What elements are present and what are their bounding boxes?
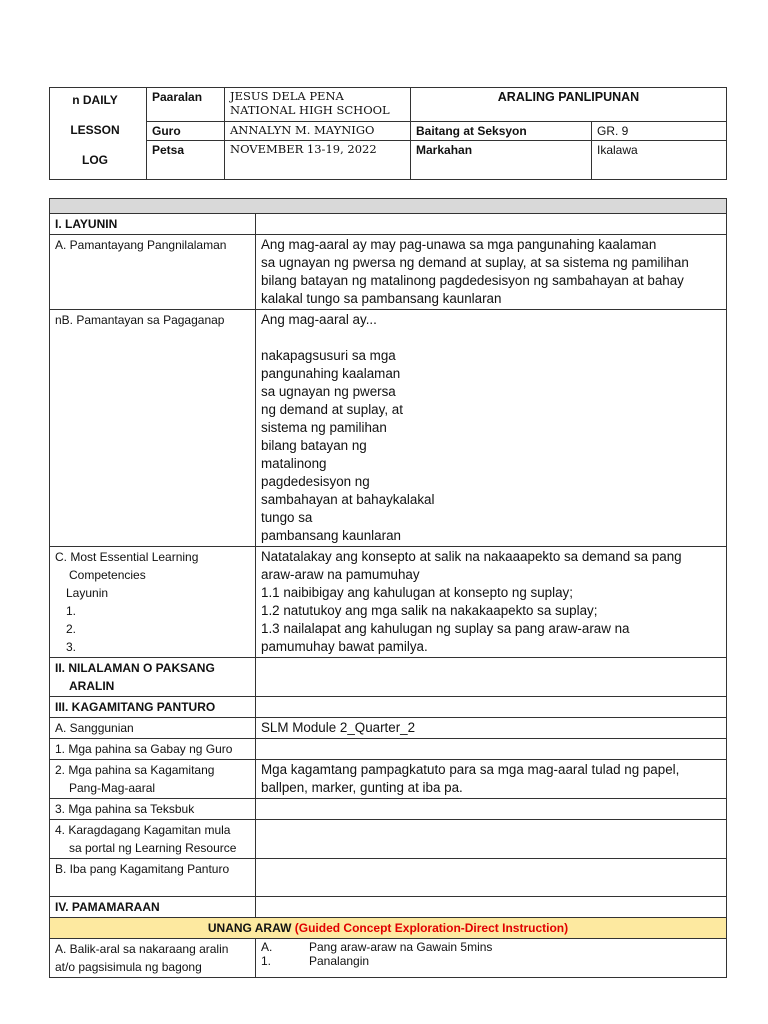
gabay-guro-label: 1. Mga pahina sa Gabay ng Guro — [50, 739, 256, 760]
paaralan-value: JESUS DELA PENA NATIONAL HIGH SCHOOL — [225, 88, 411, 122]
text-line: ARALIN — [69, 679, 115, 693]
item-text: Panalangin — [309, 954, 370, 968]
item-marker: A. — [261, 940, 273, 954]
text-line: Natatalakay ang konsepto at salik na nakaaapekto sa demand sa pang — [261, 549, 682, 564]
pamantayang-pangnilalaman-label: A. Pamantayang Pangnilalaman — [50, 235, 256, 310]
text-line: matalinong — [261, 456, 327, 471]
text-line: pagdedesisyon ng — [261, 474, 370, 489]
pamamaraan-heading: IV. PAMAMARAAN — [50, 897, 256, 918]
unang-araw-subtitle: (Guided Concept Exploration-Direct Instruction) — [294, 921, 569, 935]
header-table — [49, 87, 727, 180]
pamantayan-pagaganap-value — [256, 310, 727, 547]
title-line-1: n DAILY — [72, 93, 118, 107]
text-line: Layunin — [66, 586, 109, 600]
karagdagang-label — [50, 820, 256, 859]
text-line: Ang mag-aaral ay... — [261, 312, 377, 327]
text-line: II. NILALAMAN O PAKSANG — [55, 661, 215, 675]
markahan-value: Ikalawa — [592, 141, 727, 180]
text-line: pamumuhay bawat pamilya. — [261, 639, 428, 654]
text-line: Mga kagamtang pampagkatuto para sa mga mag-aaral tulad ng papel, — [261, 762, 680, 777]
unang-araw-banner — [50, 918, 727, 939]
teksbuk-label: 3. Mga pahina sa Teksbuk — [50, 799, 256, 820]
item-text: Pang araw-araw na Gawain 5mins — [309, 940, 493, 954]
text-line: 1.2 natutukoy ang mga salik na nakakaapekto sa suplay; — [261, 603, 598, 618]
nilalaman-empty — [256, 658, 727, 697]
text-line: Competencies — [69, 568, 146, 582]
text-line: bilang batayan ng — [261, 438, 367, 453]
text-line: tungo sa — [261, 510, 313, 525]
text-line: 1. — [66, 604, 77, 618]
daily-lesson-log — [49, 87, 726, 978]
layunin-empty — [256, 214, 727, 235]
pamantayan-pagaganap-label: nB. Pamantayan sa Pagaganap — [50, 310, 256, 547]
sanggunian-label: A. Sanggunian — [50, 718, 256, 739]
kagamitang-heading: III. KAGAMITANG PANTURO — [50, 697, 256, 718]
guro-value: ANNALYN M. MAYNIGO — [225, 122, 411, 141]
balik-aral-label — [50, 939, 256, 978]
kagamitang-empty — [256, 697, 727, 718]
kagamitang-mag-aaral-label — [50, 760, 256, 799]
iba-pang-label: B. Iba pang Kagamitang Panturo — [50, 859, 256, 897]
teksbuk-empty — [256, 799, 727, 820]
text-line: pangunahing kaalaman — [261, 366, 401, 381]
text-line: araw-araw na pamumuhay — [261, 567, 420, 582]
text-line: ng demand at suplay, at — [261, 402, 403, 417]
text-line: Pang-Mag-aaral — [69, 781, 156, 795]
karagdagang-empty — [256, 820, 727, 859]
text-line: pambansang kaunlaran — [261, 528, 401, 543]
text-line: sa ugnayan ng pwersa — [261, 384, 396, 399]
text-line: nakapagsusuri sa mga — [261, 348, 396, 363]
baitang-value: GR. 9 — [592, 122, 727, 141]
text-line: sambahayan at bahaykalakal — [261, 492, 435, 507]
petsa-value: NOVEMBER 13-19, 2022 — [225, 141, 411, 180]
balik-aral-value — [256, 939, 727, 978]
text-line: 2. Mga pahina sa Kagamitang — [55, 763, 215, 777]
text-line: ballpen, marker, gunting at iba pa. — [261, 780, 463, 795]
iba-pang-empty — [256, 859, 727, 897]
text-line: 1.3 nailalapat ang kahulugan ng suplay sa pang araw-araw na — [261, 621, 630, 636]
grey-divider — [50, 199, 727, 214]
title-line-2: LESSON — [70, 123, 120, 137]
text-line: at/o pagsisimula ng bagong — [55, 960, 202, 974]
petsa-label: Petsa — [147, 141, 225, 180]
guro-label: Guro — [147, 122, 225, 141]
text-line: 3. — [66, 640, 77, 654]
unang-araw-label: UNANG ARAW — [207, 921, 295, 935]
text-line: A. Balik-aral sa nakaraang aralin — [55, 942, 229, 956]
baitang-label: Baitang at Seksyon — [411, 122, 592, 141]
kagamitang-mag-aaral-value — [256, 760, 727, 799]
text-line: bilang batayan ng matalinong pagdedesisyon ng sambahayan at bahay — [261, 273, 684, 288]
pamamaraan-empty — [256, 897, 727, 918]
balik-aral-item — [261, 954, 721, 968]
text-line: sa portal ng Learning Resource — [69, 841, 237, 855]
title-line-3: LOG — [82, 153, 108, 167]
item-marker: 1. — [261, 954, 272, 968]
text-line: C. Most Essential Learning — [55, 550, 199, 564]
text-line: 1.1 naibibigay ang kahulugan at konsepto ng suplay; — [261, 585, 573, 600]
layunin-heading: I. LAYUNIN — [50, 214, 256, 235]
balik-aral-item — [261, 940, 721, 954]
text-line: kalakal tungo sa pambansang kaunlaran — [261, 291, 502, 306]
gabay-guro-empty — [256, 739, 727, 760]
text-line: sistema ng pamilihan — [261, 420, 387, 435]
pamantayang-pangnilalaman-value — [256, 235, 727, 310]
melc-label — [50, 547, 256, 658]
text-line: Ang mag-aaral ay may pag-unawa sa mga pangunahing kaalaman — [261, 237, 657, 252]
lesson-log-title — [50, 88, 147, 180]
text-line: sa ugnayan ng pwersa ng demand at suplay, at sa sistema ng pamilihan — [261, 255, 689, 270]
text-line: 2. — [66, 622, 77, 636]
main-table — [49, 198, 727, 978]
subject-title: ARALING PANLIPUNAN — [411, 88, 727, 122]
paaralan-label: Paaralan — [147, 88, 225, 122]
markahan-label: Markahan — [411, 141, 592, 180]
text-line: 4. Karagdagang Kagamitan mula — [55, 823, 231, 837]
melc-value — [256, 547, 727, 658]
nilalaman-heading — [50, 658, 256, 697]
sanggunian-value: SLM Module 2_Quarter_2 — [256, 718, 727, 739]
